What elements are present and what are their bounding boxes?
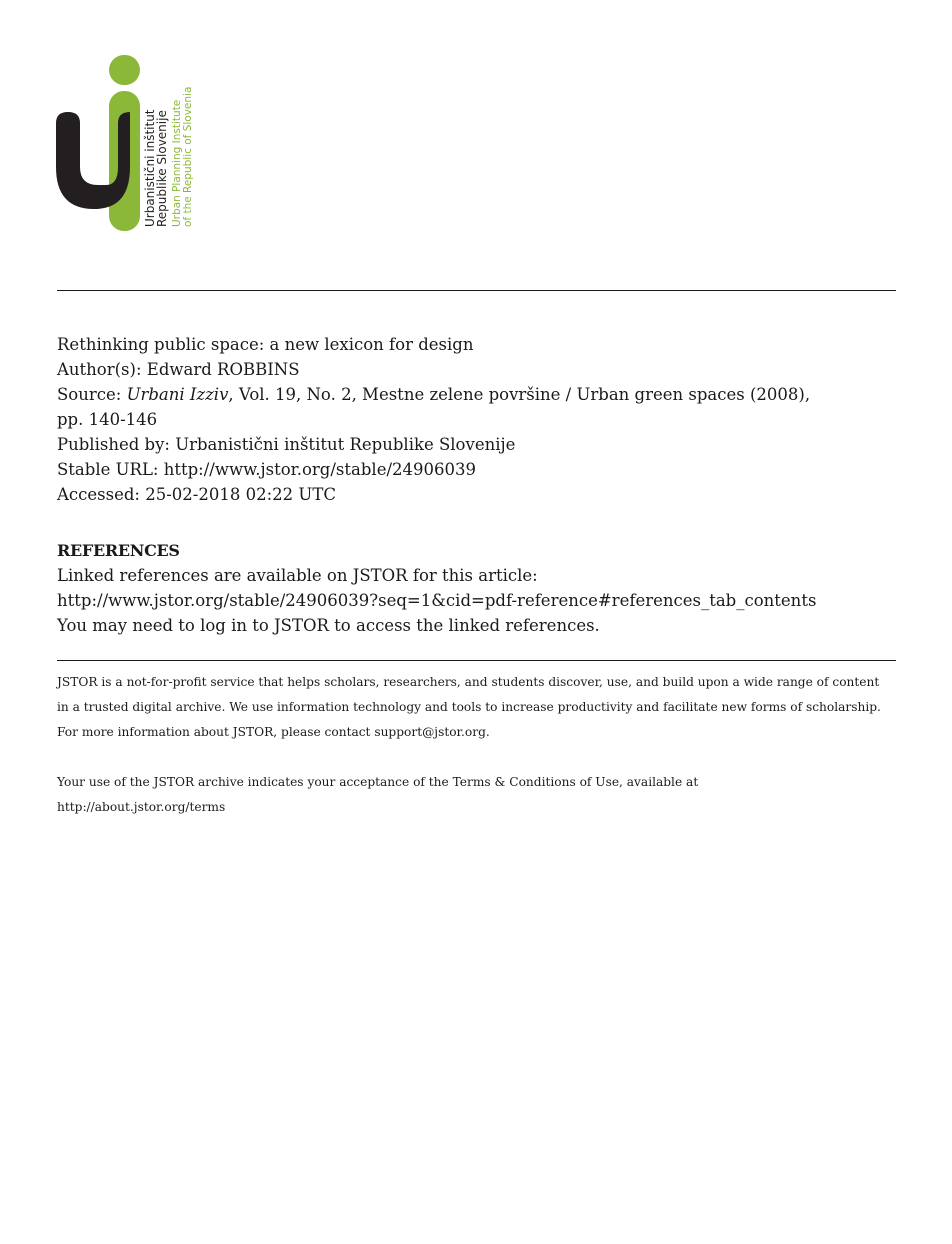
- author-name: Edward ROBBINS: [146, 360, 300, 379]
- logo-text-line2: Republike Slovenije: [155, 110, 169, 227]
- publisher-name: Urbanistični inštitut Republike Slovenije: [175, 435, 516, 454]
- accessed-label: Accessed:: [57, 485, 146, 504]
- citation-block: [57, 332, 897, 507]
- stable-url-link[interactable]: http://www.jstor.org/stable/24906039: [163, 460, 476, 479]
- references-intro: Linked references are available on JSTOR for this article:: [57, 566, 538, 585]
- author-line: [57, 357, 897, 382]
- terms-text: Your use of the JSTOR archive indicates your acceptance of the Terms & Conditions of Use, available at: [57, 775, 699, 789]
- accessed-line: [57, 482, 897, 507]
- jstor-notice: [57, 670, 887, 845]
- logo-text-line4: of the Republic of Slovenia: [182, 86, 194, 227]
- institute-logo-mark: [56, 55, 206, 235]
- author-label: Author(s):: [57, 360, 147, 379]
- source-label: Source:: [57, 385, 127, 404]
- source-line: [57, 382, 897, 407]
- logo-dark-u-body: [56, 112, 130, 209]
- stable-url-label: Stable URL:: [57, 460, 164, 479]
- terms-paragraph: [57, 770, 887, 820]
- publisher-line: [57, 432, 897, 457]
- bottom-divider: [57, 660, 896, 661]
- publisher-label: Published by:: [57, 435, 176, 454]
- references-login-note: You may need to log in to JSTOR to access the linked references.: [57, 616, 600, 635]
- accessed-date: 25-02-2018 02:22 UTC: [145, 485, 336, 504]
- references-heading: REFERENCES: [57, 541, 180, 560]
- top-divider: [57, 290, 896, 291]
- stable-url-line: [57, 457, 897, 482]
- institute-logo: [56, 55, 206, 235]
- article-title: Rethinking public space: a new lexicon for design: [57, 335, 474, 354]
- logo-text-line1: Urbanistični inštitut: [143, 109, 157, 227]
- source-details: , Vol. 19, No. 2, Mestne zelene površine / Urban green spaces (2008),: [228, 385, 811, 404]
- page-range: pp. 140-146: [57, 410, 158, 429]
- references-block: [57, 538, 917, 638]
- terms-link[interactable]: http://about.jstor.org/terms: [57, 800, 226, 814]
- journal-name: Urbani Izziv: [126, 385, 229, 404]
- logo-green-dot: [109, 55, 140, 85]
- logo-text-line3: Urban Planning Institute: [171, 99, 183, 227]
- jstor-about-paragraph: JSTOR is a not-for-profit service that helps scholars, researchers, and students discover, use, and build upon a wide range of content in a trusted digital archive. We use information technology and tools to increase productivity and facilitate new forms of scholarship. For more information about JSTOR, please contact support@jstor.org.: [57, 675, 881, 739]
- references-link[interactable]: http://www.jstor.org/stable/24906039?seq=1&cid=pdf-reference#references_tab_contents: [57, 591, 817, 610]
